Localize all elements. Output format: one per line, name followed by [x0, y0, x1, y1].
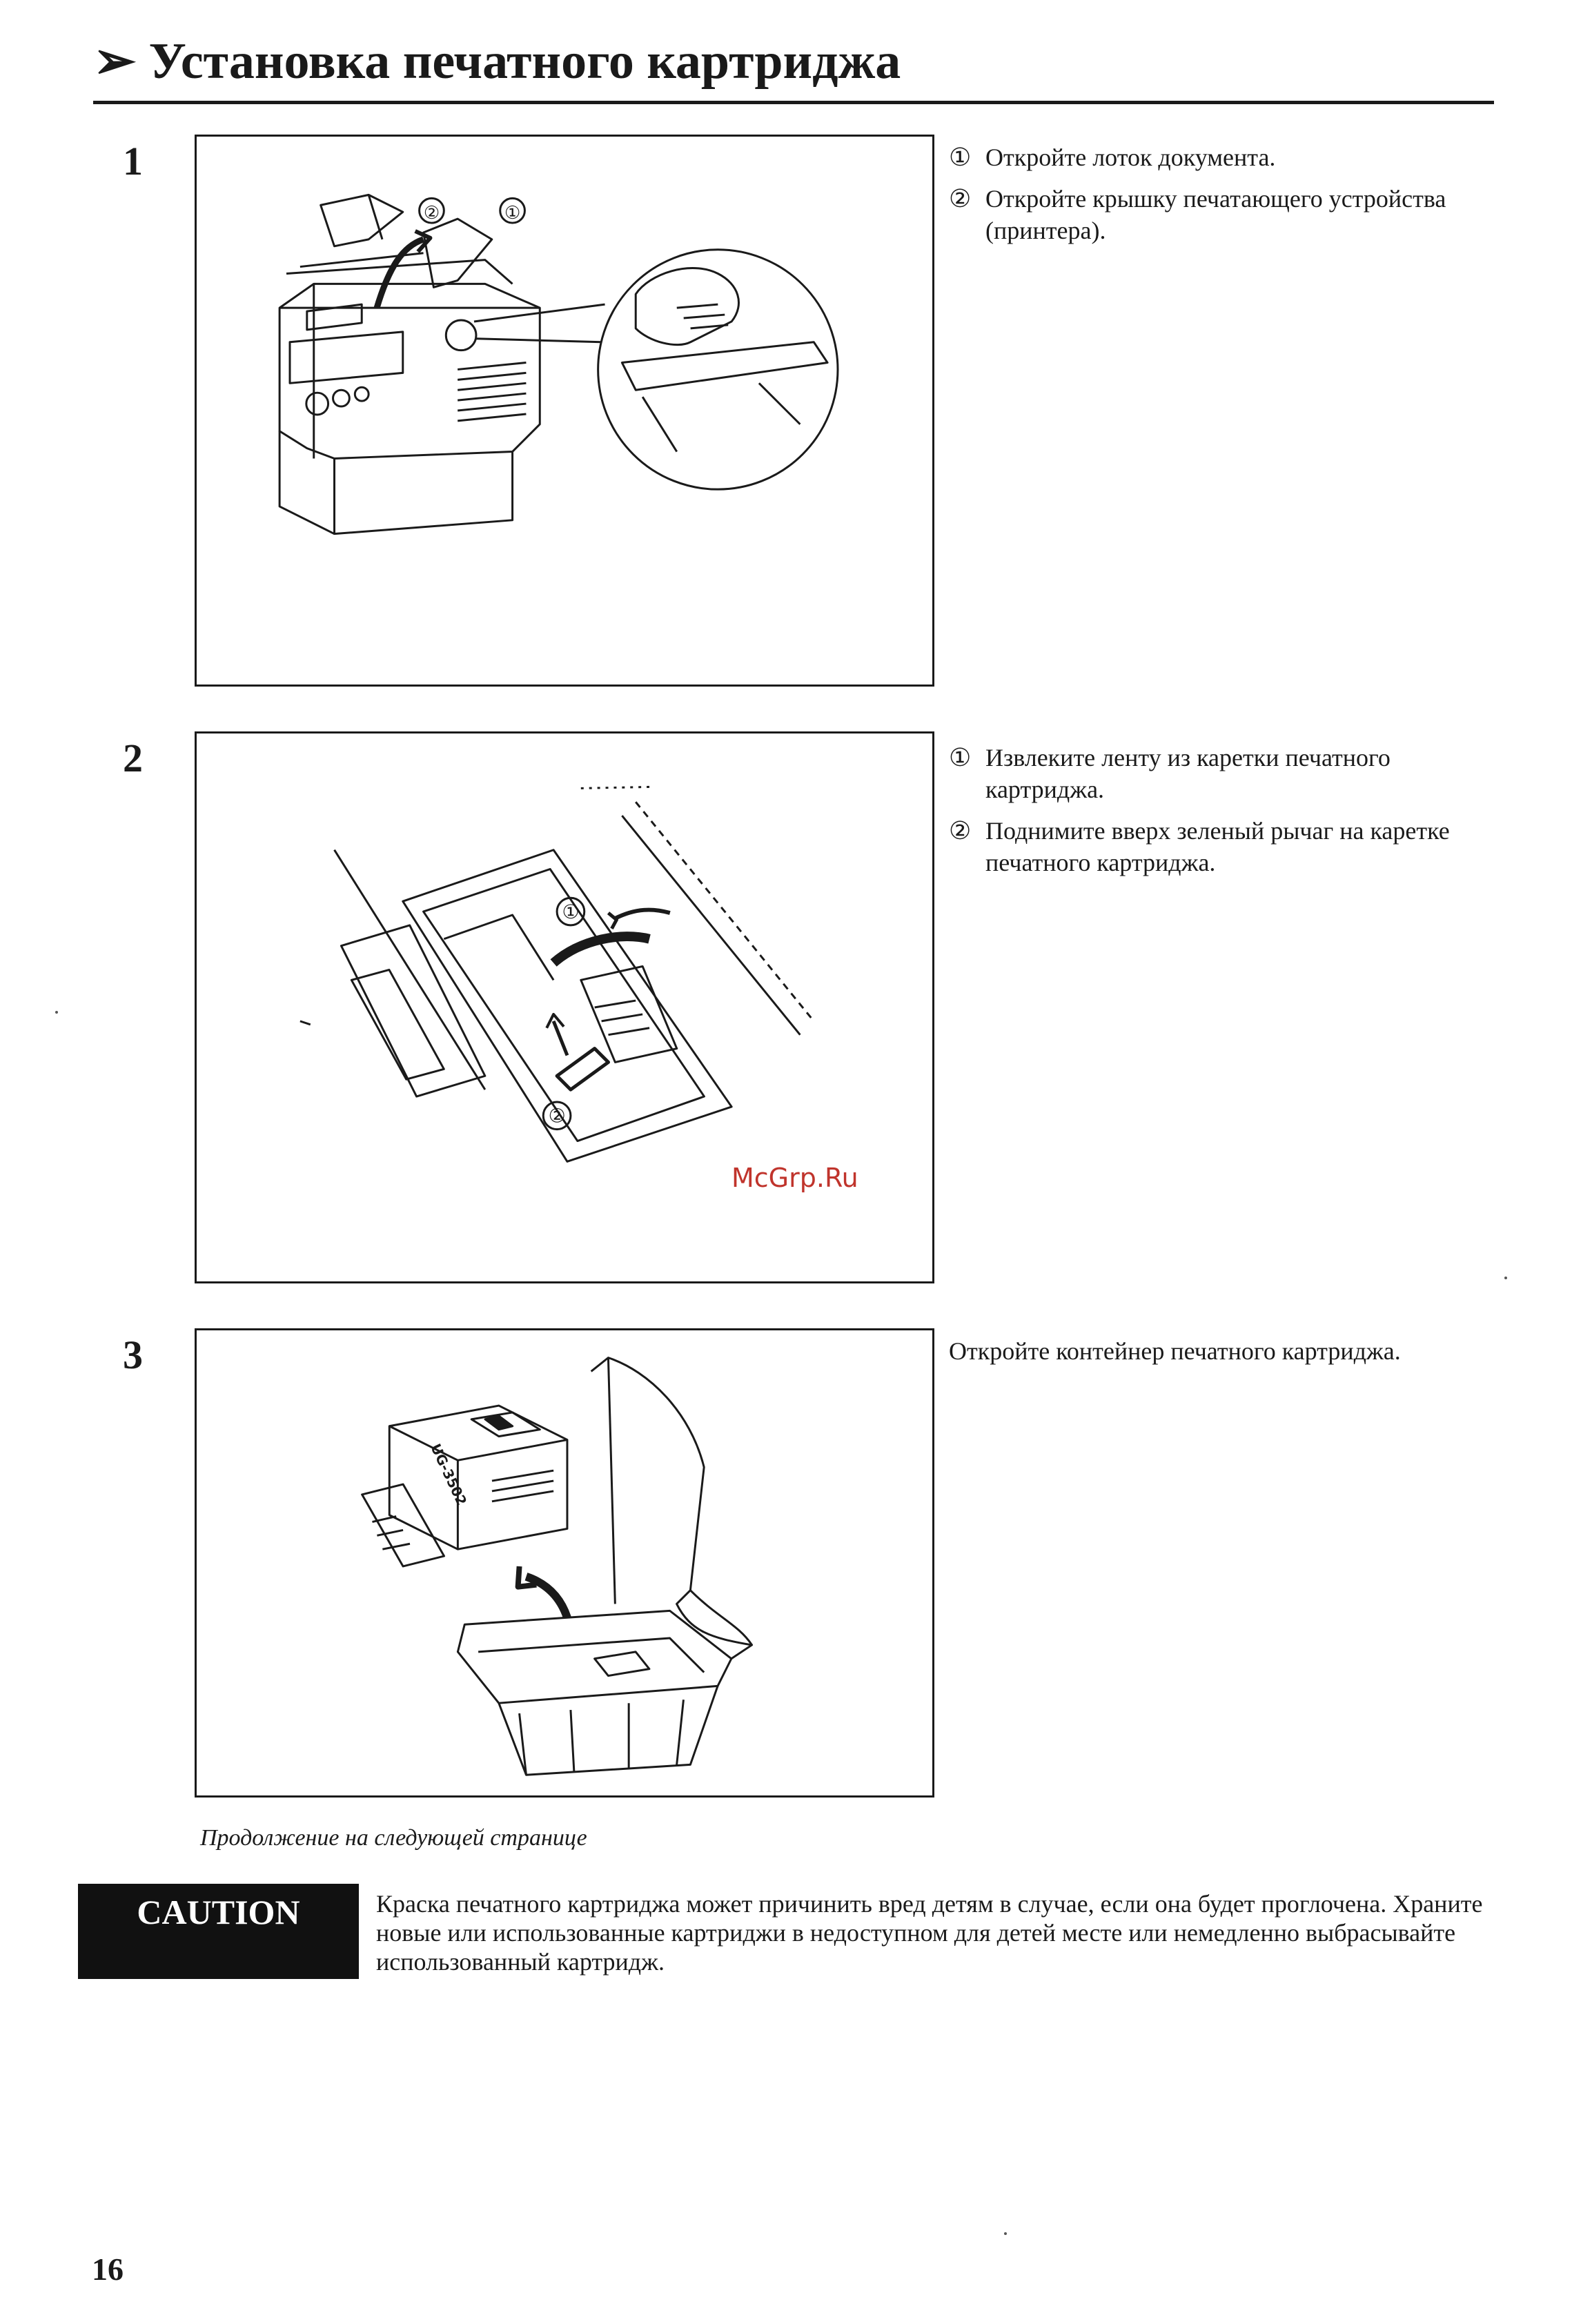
cartridge-model-label: UG-3502 — [427, 1441, 470, 1508]
step-2-instruction-2-marker: ② — [949, 817, 972, 845]
cartridge-carriage-illustration — [197, 733, 932, 1281]
cartridge-container-illustration — [197, 1330, 932, 1795]
page-title: ➢ Установка печатного картриджа — [93, 33, 901, 90]
step-2-callout-1: ① — [562, 901, 580, 923]
step-2-instruction-1-text: Извлеките ленту из каретки печатного картриджа. — [985, 744, 1391, 803]
step-1-instructions — [949, 141, 1487, 256]
watermark: McGrp.Ru — [731, 1163, 858, 1193]
step-3-instructions — [949, 1335, 1487, 1367]
scan-speck — [1004, 2232, 1007, 2235]
step-1-figure — [195, 135, 934, 687]
step-3-figure — [195, 1328, 934, 1798]
step-1-callout-1: ① — [504, 203, 521, 224]
step-2-instruction-2-text: Поднимите вверх зеленый рычаг на каретке печатного картриджа. — [985, 817, 1450, 876]
step-1-instruction-1-marker: ① — [949, 144, 972, 171]
step-3-number: 3 — [123, 1332, 143, 1377]
continued-note: Продолжение на следующей странице — [200, 1825, 587, 1851]
step-3-instruction-text: Откройте контейнер печатного картриджа. — [949, 1337, 1401, 1365]
step-2-number: 2 — [123, 736, 143, 780]
fax-open-tray-illustration — [197, 137, 932, 685]
scan-speck — [1504, 1277, 1507, 1279]
step-2-instruction-1-marker: ① — [949, 744, 972, 771]
step-1-callout-2: ② — [423, 203, 440, 224]
step-1-instruction-1 — [949, 141, 1487, 173]
title-rule — [93, 101, 1494, 104]
step-2-instruction-2 — [949, 815, 1487, 878]
step-2-figure — [195, 731, 934, 1283]
step-2-instruction-1 — [949, 742, 1487, 805]
step-2-callout-2: ② — [548, 1105, 566, 1127]
step-1-instruction-2 — [949, 183, 1487, 246]
scan-speck — [55, 1011, 58, 1014]
caution-badge: CAUTION — [78, 1884, 359, 1979]
caution-text: Краска печатного картриджа может причинить вред детям в случае, если она будет проглочена. Храните новые или использованные картриджи в недоступном для детей месте или немедленно выбрасывайте использованный картридж. — [376, 1890, 1483, 1976]
step-1-instruction-2-text: Откройте крышку печатающего устройства (принтера). — [985, 185, 1446, 244]
step-1-instruction-1-text: Откройте лоток документа. — [985, 144, 1276, 171]
step-2-instructions — [949, 742, 1487, 888]
step-1-instruction-2-marker: ② — [949, 185, 972, 213]
page-number: 16 — [92, 2252, 124, 2287]
step-1-number: 1 — [123, 139, 143, 184]
